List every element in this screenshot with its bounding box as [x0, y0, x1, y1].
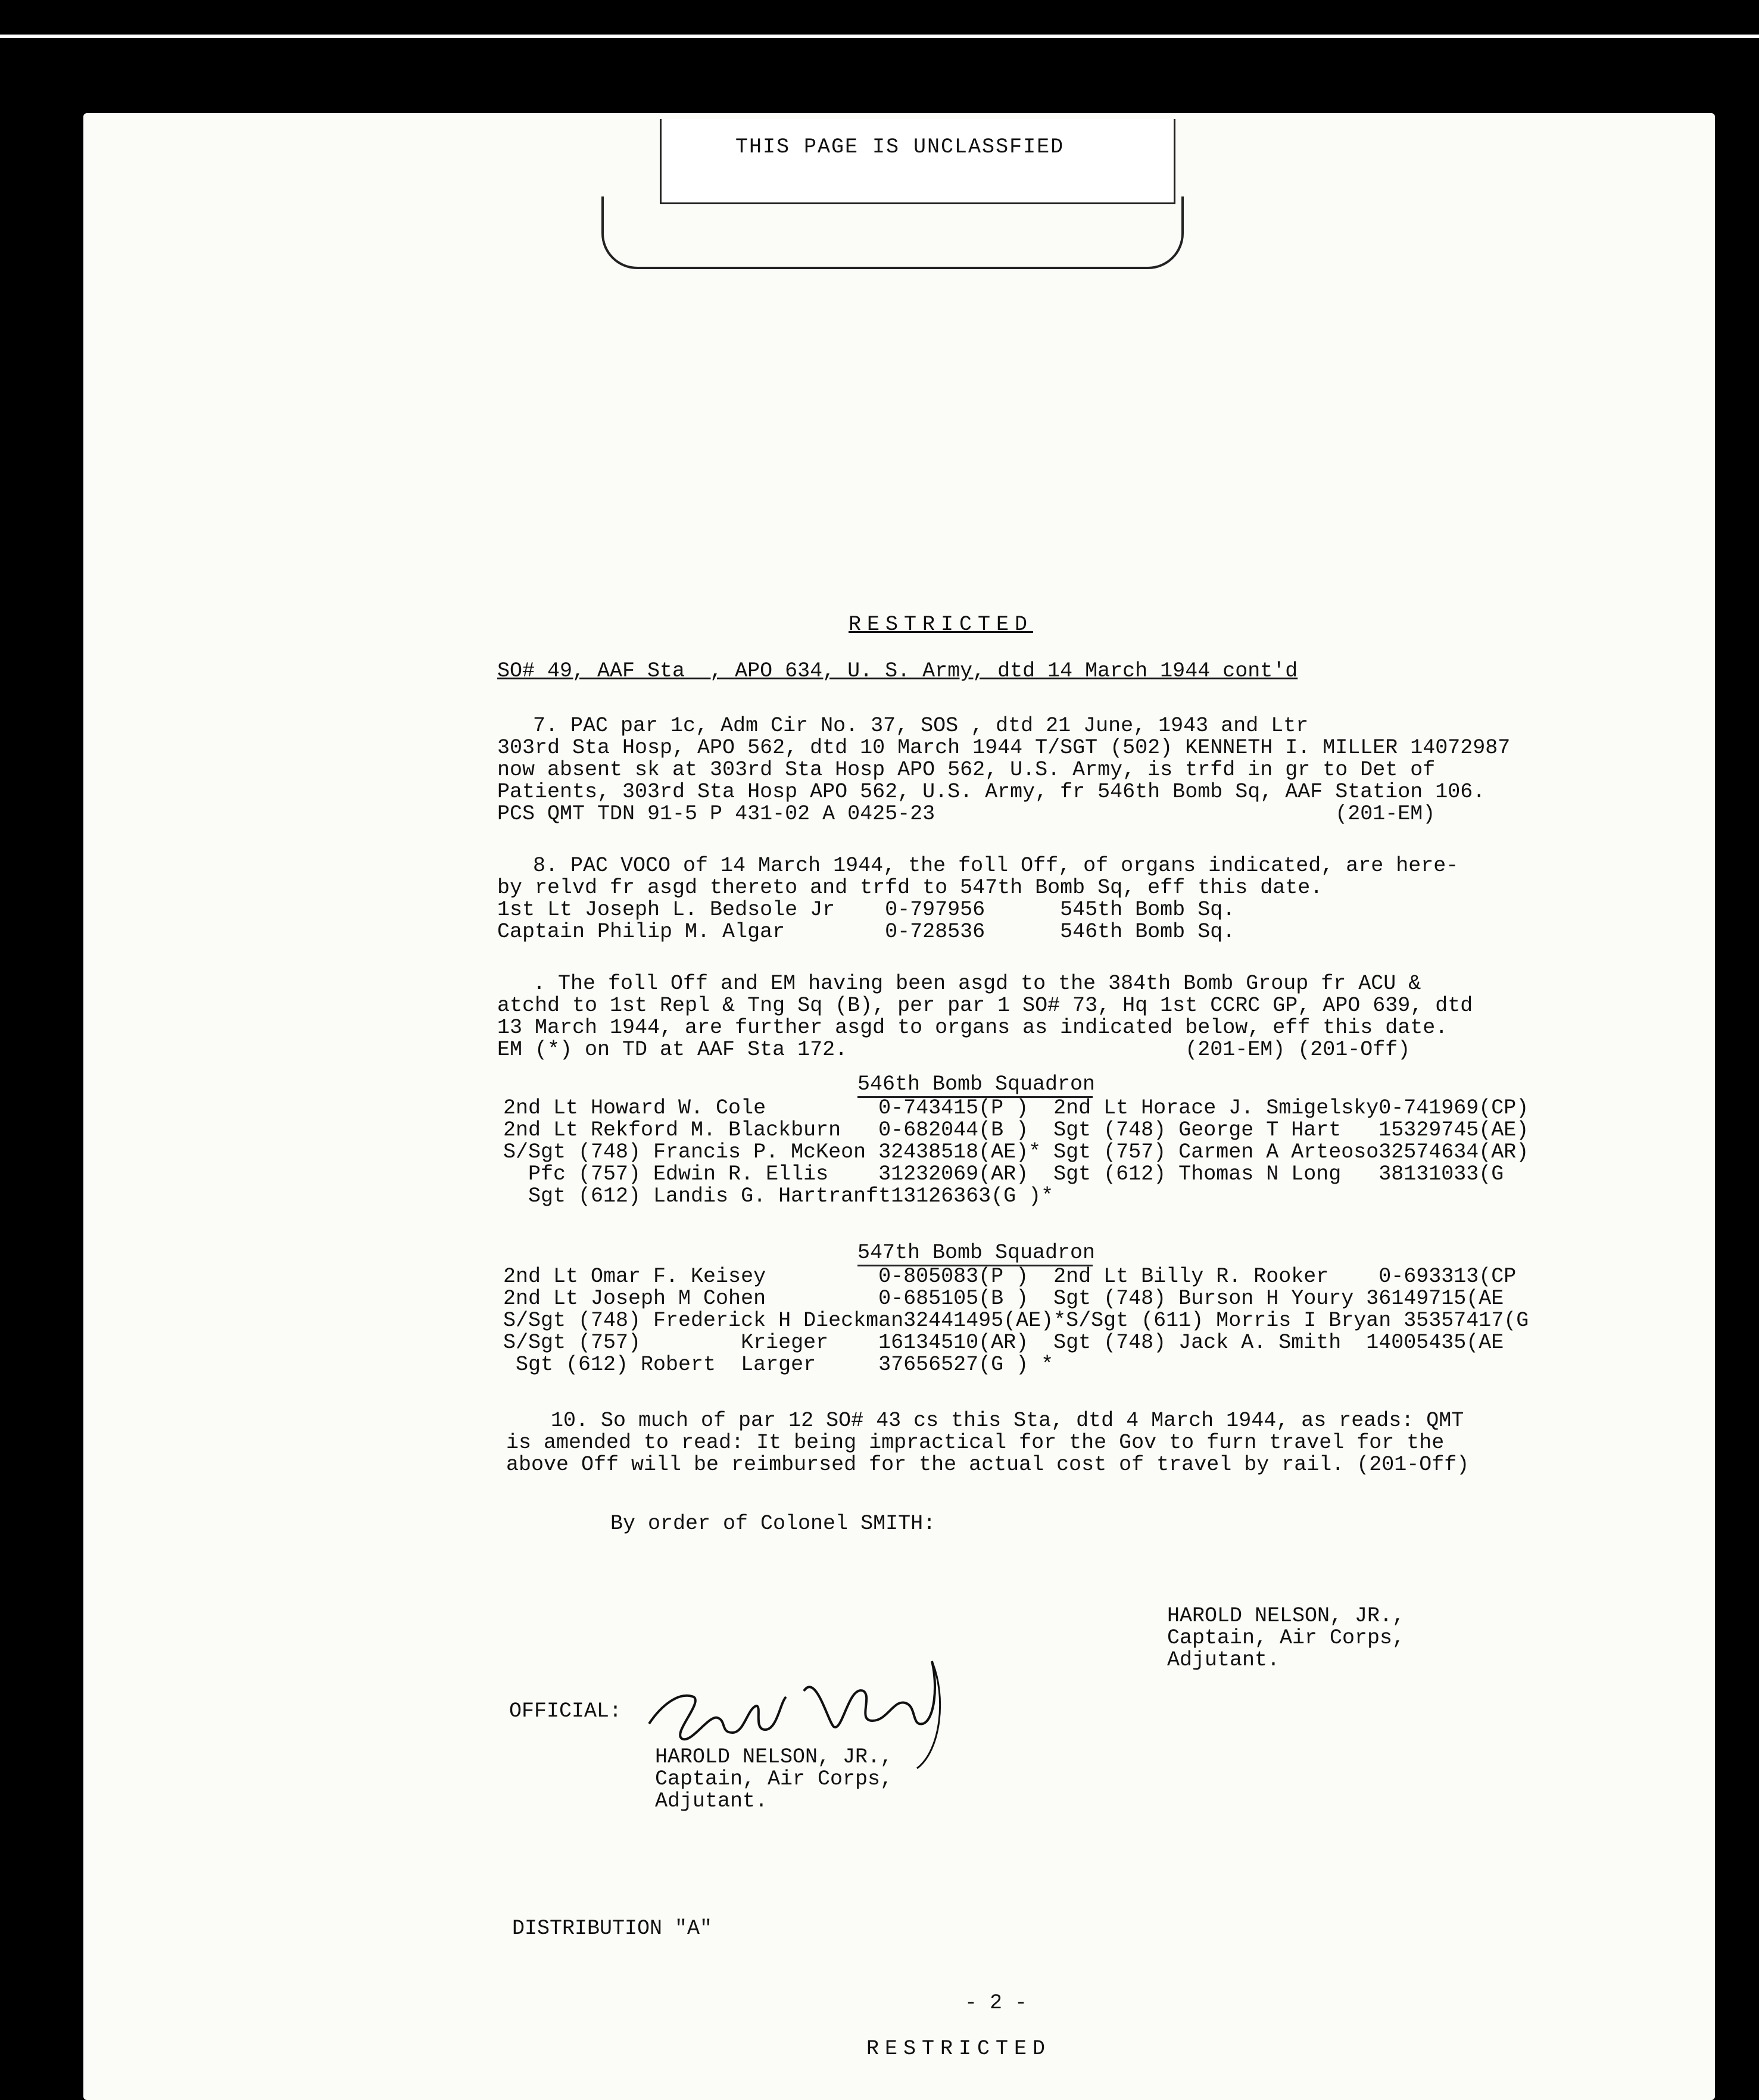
- para8-line-1: 8. PAC VOCO of 14 March 1944, the foll Off, of organs indicated, are here-: [533, 854, 1459, 878]
- roster-546-row: 2nd Lt Rekford M. Blackburn 0-682044(B ) Sgt (748) George T Hart 15329745(AE): [503, 1118, 1529, 1142]
- roster-547-row: S/Sgt (757) Krieger 16134510(AR) Sgt (748) Jack A. Smith 14005435(AE: [503, 1331, 1504, 1355]
- para7-line-4: Patients, 303rd Sta Hosp APO 562, U.S. Army, fr 546th Bomb Sq, AAF Station 106.: [497, 780, 1486, 804]
- official-title: Adjutant.: [655, 1789, 768, 1813]
- para7-line-3: now absent sk at 303rd Sta Hosp APO 562, U.S. Army, is trfd in gr to Det of: [497, 758, 1436, 782]
- roster-547-row: 2nd Lt Joseph M Cohen 0-685105(B ) Sgt (748) Burson H Youry 36149715(AE: [503, 1287, 1504, 1310]
- para7-line-1: 7. PAC par 1c, Adm Cir No. 37, SOS , dtd 21 June, 1943 and Ltr: [533, 714, 1309, 738]
- signature-block-rank: Captain, Air Corps,: [1167, 1626, 1405, 1650]
- squadron-546-title: 546th Bomb Squadron: [857, 1072, 1096, 1096]
- roster-547-row: S/Sgt (748) Frederick H Dieckman32441495(AE)*S/Sgt (611) Morris I Bryan 35357417(G: [503, 1309, 1529, 1333]
- para10-line-3: above Off will be reimbursed for the actual cost of travel by rail. (201-Off): [506, 1453, 1470, 1477]
- roster-546-row: S/Sgt (748) Francis P. McKeon 32438518(AE)* Sgt (757) Carmen A Arteoso32574634(AR): [503, 1140, 1529, 1164]
- para7-line-2: 303rd Sta Hosp, APO 562, dtd 10 March 1944 T/SGT (502) KENNETH I. MILLER 14072987: [497, 736, 1511, 760]
- roster-546-row: 2nd Lt Howard W. Cole 0-743415(P ) 2nd Lt Horace J. Smigelsky0-741969(CP): [503, 1096, 1529, 1120]
- roster-547-row: Sgt (612) Robert Larger 37656527(G ) *: [503, 1353, 1054, 1377]
- unclassified-stamp-box: [660, 119, 1175, 204]
- para8-line-2: by relvd fr asgd thereto and trfd to 547th Bomb Sq, eff this date.: [497, 876, 1323, 900]
- official-label: OFFICIAL:: [509, 1699, 622, 1723]
- scan-top-line: [0, 35, 1759, 38]
- para10-line-2: is amended to read: It being impractical for the Gov to furn travel for the: [506, 1431, 1445, 1455]
- scan-top-border: [0, 0, 1759, 35]
- signature-block-title: Adjutant.: [1167, 1648, 1280, 1672]
- order-reference: SO# 49, AAF Sta , APO 634, U. S. Army, dtd 14 March 1944 cont'd: [497, 659, 1298, 683]
- roster-547-row: 2nd Lt Omar F. Keisey 0-805083(P ) 2nd Lt Billy R. Rooker 0-693313(CP: [503, 1265, 1517, 1288]
- para8-line-3: 1st Lt Joseph L. Bedsole Jr 0-797956 545th Bomb Sq.: [497, 898, 1236, 922]
- para7-line-5: PCS QMT TDN 91-5 P 431-02 A 0425-23 (201-EM): [497, 802, 1436, 826]
- squadron-547-title: 547th Bomb Squadron: [857, 1241, 1096, 1265]
- para9-line-4: EM (*) on TD at AAF Sta 172. (201-EM) (201-Off): [497, 1038, 1411, 1062]
- roster-546-row: Pfc (757) Edwin R. Ellis 31232069(AR) Sgt (612) Thomas N Long 38131033(G: [503, 1162, 1504, 1186]
- page-number: - 2 -: [965, 1991, 1028, 2015]
- official-name: HAROLD NELSON, JR.,: [655, 1745, 893, 1769]
- order-by-line: By order of Colonel SMITH:: [610, 1512, 936, 1536]
- official-rank: Captain, Air Corps,: [655, 1767, 893, 1791]
- para10-line-1: 10. So much of par 12 SO# 43 cs this Sta, dtd 4 March 1944, as reads: QMT: [551, 1409, 1464, 1433]
- unclassified-stamp-text: THIS PAGE IS UNCLASSFIED: [735, 135, 1065, 159]
- stamp-tab-outline: [601, 196, 1184, 269]
- classification-header: RESTRICTED: [849, 613, 1034, 636]
- roster-546-row: Sgt (612) Landis G. Hartranft13126363(G )*: [503, 1184, 1054, 1208]
- distribution-line: DISTRIBUTION "A": [512, 1917, 713, 1940]
- para8-line-4: Captain Philip M. Algar 0-728536 546th Bomb Sq.: [497, 920, 1236, 944]
- footer-classification: RESTRICTED: [866, 2037, 1052, 2061]
- para9-line-2: atchd to 1st Repl & Tng Sq (B), per par 1 SO# 73, Hq 1st CCRC GP, APO 639, dtd: [497, 994, 1473, 1018]
- para9-line-1: . The foll Off and EM having been asgd to the 384th Bomb Group fr ACU &: [533, 972, 1421, 996]
- signature-block-name: HAROLD NELSON, JR.,: [1167, 1604, 1405, 1628]
- para9-line-3: 13 March 1944, are further asgd to organs as indicated below, eff this date.: [497, 1016, 1448, 1040]
